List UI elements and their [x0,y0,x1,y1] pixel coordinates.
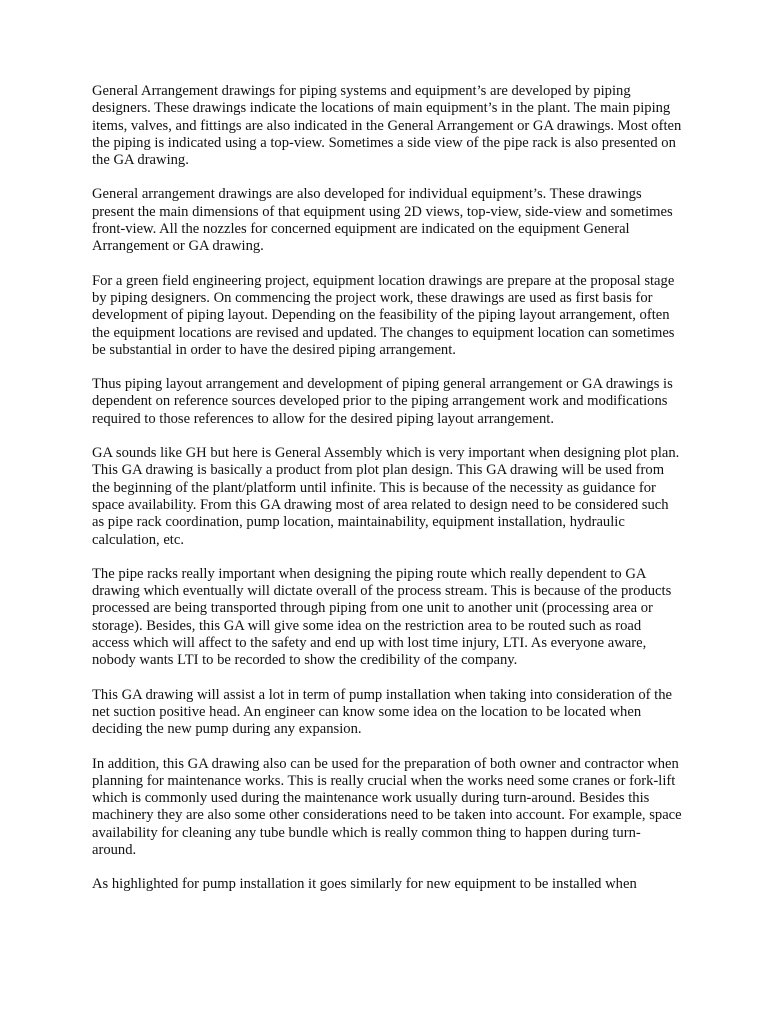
paragraph-2: General arrangement drawings are also developed for individual equipment’s. These drawings present the main dimensions of that equipment using 2D views, top-view, side-view and sometimes front-view. All the nozzles for concerned equipment are indicated on the equipment General Arrangement or GA drawing. [92,186,673,255]
paragraph-5: GA sounds like GH but here is General Assembly which is very important when designing plot plan. This GA drawing is basically a product from plot plan design. This GA drawing will be used from the beginning of the plant/platform until infinite. This is because of the necessity as guidance for space availability. From this GA drawing most of area related to design need to be considered such as pipe rack coordination, pump location, maintainability, equipment installation, hydraulic calculation, etc. [92,445,680,548]
paragraph-7: This GA drawing will assist a lot in term of pump installation when taking into consideration of the net suction positive head. An engineer can know some idea on the location to be located when deciding the new pump during any expansion. [92,686,673,738]
paragraph-4: Thus piping layout arrangement and development of piping general arrangement or GA drawings is dependent on reference sources developed prior to the piping arrangement work and modifications required to those references to allow for the desired piping layout arrangement. [92,376,673,427]
paragraph-1: General Arrangement drawings for piping systems and equipment’s are developed by piping designers. These drawings indicate the locations of main equipment’s in the plant. The main piping items, valves, and fittings are also indicated in the General Arrangement or GA drawings. Most often the piping is indicated using a top-view. Sometimes a side view of the pipe rack is also presented on the GA drawing. [92,83,682,169]
paragraph-3: For a green field engineering project, equipment location drawings are prepare at the proposal stage by piping designers. On commencing the project work, these drawings are used as first basis for development of piping layout. Depending on the feasibility of the piping layout arrangement, often the equipment locations are revised and updated. The changes to equipment location can sometimes be substantial in order to have the desired piping arrangement. [92,272,675,358]
paragraph-6: The pipe racks really important when designing the piping route which really dependent to GA drawing which eventually will dictate overall of the process stream. This is because of the products processed are being transported through piping from one unit to another unit (processing area or storage). Besides, this GA will give some idea on the restriction area to be routed such as road access which will affect to the safety and end up with lost time injury, LTI. As everyone aware, nobody wants LTI to be recorded to show the credibility of the company. [92,565,672,669]
paragraph-8: In addition, this GA drawing also can be used for the preparation of both owner and contractor when planning for maintenance works. This is really crucial when the works need some cranes or fork-lift which is commonly used during the maintenance work usually during turn-around. Besides this machinery they are also some other considerations need to be taken into account. For example, space availability for cleaning any tube bundle which is really common thing to happen during turn-around. [92,755,682,858]
document-body [92,83,682,911]
paragraph-9: As highlighted for pump installation it goes similarly for new equipment to be installed when [92,876,637,893]
